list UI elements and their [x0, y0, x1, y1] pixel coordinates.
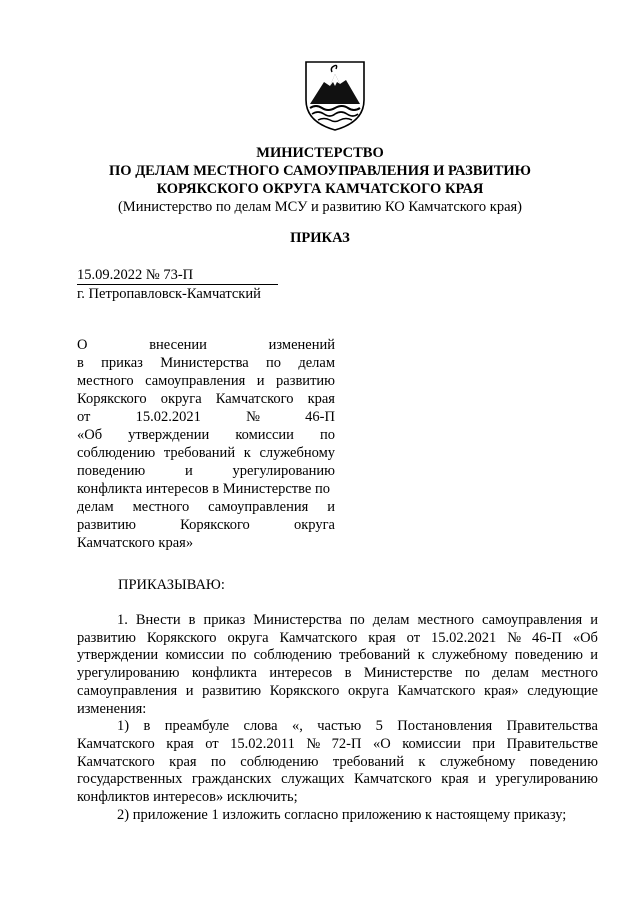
subject-line — [77, 408, 335, 426]
word: Камчатского — [353, 771, 432, 788]
word: «Об — [572, 629, 598, 646]
word: и — [590, 647, 598, 664]
word: № — [306, 735, 321, 752]
word: урегулированию — [495, 771, 598, 788]
subject-line: Камчатского края» — [77, 535, 194, 551]
word: края — [169, 753, 197, 770]
word: развитию — [202, 682, 262, 699]
word: урегулированию — [232, 463, 335, 479]
word: по — [349, 612, 365, 628]
body-line — [77, 665, 598, 683]
word: преамбуле — [164, 718, 230, 735]
word: Камчатского — [77, 735, 155, 752]
subject-line — [77, 516, 335, 534]
word: 15.02.2021 — [135, 409, 201, 425]
word: края — [368, 629, 396, 646]
word: «, — [291, 718, 303, 735]
word: Корякского — [77, 391, 147, 407]
word: Корякского — [269, 682, 340, 699]
subject-line: конфликта интересов в Министерстве по — [77, 481, 330, 497]
word: служебному — [439, 753, 516, 770]
word: края» — [483, 682, 519, 699]
word: О — [77, 337, 88, 353]
word: внесении — [149, 337, 207, 353]
word: комиссии — [165, 647, 225, 664]
word: «О — [372, 735, 391, 752]
word: и — [327, 499, 335, 515]
word: самоуправления — [482, 612, 583, 628]
word: конфликта — [191, 665, 257, 682]
word: и — [184, 463, 193, 479]
order-title: ПРИКАЗ — [290, 230, 350, 246]
word: требований — [332, 753, 405, 770]
word: и — [590, 612, 598, 628]
subject-line — [77, 390, 335, 408]
subject-line — [77, 498, 335, 516]
command-word: ПРИКАЗЫВАЮ: — [118, 577, 225, 593]
order-subject — [77, 336, 335, 552]
body-line — [77, 736, 598, 754]
word: самоуправления — [145, 373, 246, 389]
word: гражданских — [191, 771, 272, 788]
word: и — [256, 373, 265, 389]
word: округа — [160, 391, 202, 407]
word: по — [464, 665, 480, 682]
word: интересов — [269, 665, 333, 682]
body-line — [77, 683, 598, 701]
word: по — [266, 355, 282, 371]
word: 1) — [117, 718, 130, 735]
word: в — [143, 718, 151, 735]
word: Камчатского — [397, 682, 476, 699]
word: развитию — [276, 373, 335, 389]
ministry-header — [70, 144, 570, 216]
word: Министерстве — [363, 665, 453, 682]
word: служебному — [431, 647, 508, 664]
word: комиссии — [235, 427, 294, 443]
word: 1. — [117, 612, 128, 628]
word: края — [307, 391, 335, 407]
word: урегулированию — [77, 665, 180, 682]
word: по — [231, 647, 247, 664]
word: слова — [243, 718, 278, 735]
subject-line — [77, 462, 335, 480]
subject-line — [77, 426, 335, 444]
kamchatka-coat-of-arms-emblem — [304, 60, 366, 132]
word: развитию — [77, 629, 136, 646]
subject-line — [77, 372, 335, 390]
word: Внести — [135, 612, 181, 628]
word: Правительстве — [506, 735, 598, 752]
word: от — [406, 629, 421, 646]
word: 72-П — [331, 735, 362, 752]
word: Министерства — [160, 355, 249, 371]
word: следующие — [527, 682, 598, 699]
word: 5 — [375, 718, 383, 735]
word: края — [166, 735, 194, 752]
word: частью — [317, 718, 362, 735]
body-line — [77, 647, 598, 665]
word: 46-П — [532, 629, 562, 646]
word: от — [77, 409, 91, 425]
word: 46-П — [305, 409, 335, 425]
word: края — [441, 771, 469, 788]
subject-line — [77, 336, 335, 354]
word: местного — [132, 499, 190, 515]
word: комиссии — [402, 735, 461, 752]
word: соблюдению — [253, 647, 332, 664]
word: соблюдению — [240, 753, 319, 770]
word: утверждении — [77, 647, 159, 664]
word: Камчатского — [215, 391, 294, 407]
word: к — [417, 647, 425, 664]
word: местного — [541, 665, 598, 682]
word: самоуправления — [77, 682, 178, 699]
word: к — [418, 753, 426, 770]
word: в — [77, 355, 84, 371]
word: № — [246, 409, 260, 425]
word: округа — [294, 517, 335, 533]
word: округа — [227, 629, 269, 646]
word: самоуправления — [208, 499, 309, 515]
word: делам — [492, 665, 529, 682]
word: и — [185, 682, 194, 699]
body-line — [77, 612, 598, 630]
order-body — [77, 612, 598, 824]
subject-line — [77, 444, 335, 462]
word: соблюдению — [77, 445, 156, 461]
word: государственных — [77, 771, 183, 788]
ministry-name-line-2: ПО ДЕЛАМ МЕСТНОГО САМОУПРАВЛЕНИЯ И РАЗВИТИЮ — [109, 163, 531, 179]
word: делам — [372, 612, 410, 628]
word: Министерства — [253, 612, 342, 628]
word: 15.02.2011 — [230, 735, 295, 752]
word: округа — [347, 682, 389, 699]
order-date-number: 15.09.2022 № 73-П — [77, 266, 278, 285]
word: местного — [77, 373, 134, 389]
word: делам — [298, 355, 335, 371]
body-line: конфликтов интересов» исключить; — [77, 789, 298, 806]
word: Камчатского — [77, 753, 155, 770]
subject-line — [77, 354, 335, 372]
word: поведению — [529, 753, 598, 770]
word: в — [188, 612, 196, 628]
word: требований — [163, 445, 236, 461]
word: делам — [77, 499, 114, 515]
word: служебному — [259, 445, 335, 461]
word: требований — [339, 647, 411, 664]
word: в — [344, 665, 352, 682]
body-line — [77, 630, 598, 648]
word: изменений — [268, 337, 335, 353]
ministry-short-name: (Министерство по делам МСУ и развитию КО Камчатского края) — [117, 199, 523, 215]
ministry-name-line-1: МИНИСТЕРСТВО — [256, 145, 384, 161]
word: Корякского — [180, 517, 250, 533]
body-line — [77, 771, 598, 789]
word: местного — [417, 612, 475, 628]
word: Постановления — [397, 718, 493, 735]
word: приказ — [101, 355, 143, 371]
word: от — [205, 735, 219, 752]
word: Камчатского — [279, 629, 358, 646]
body-line — [77, 718, 598, 736]
body-line — [77, 754, 598, 772]
word: по — [319, 427, 335, 443]
body-line: изменения: — [77, 700, 147, 717]
word: по — [210, 753, 226, 770]
word: при — [472, 735, 496, 752]
word: служащих — [281, 771, 345, 788]
word: Правительства — [506, 718, 598, 735]
order-city: г. Петропавловск-Камчатский — [77, 286, 261, 302]
word: и — [478, 771, 486, 788]
word: утверждении — [128, 427, 210, 443]
word: «Об — [77, 427, 103, 443]
ministry-name-line-3: КОРЯКСКОГО ОКРУГА КАМЧАТСКОГО КРАЯ — [156, 181, 484, 197]
word: к — [243, 445, 251, 461]
body-line: 2) приложение 1 изложить согласно приложению к настоящему приказу; — [117, 806, 567, 823]
word: 15.02.2021 — [431, 629, 497, 646]
word: развитию — [77, 517, 136, 533]
word: Корякского — [146, 629, 217, 646]
word: № — [507, 629, 522, 646]
word: приказ — [203, 612, 246, 628]
word: поведению — [514, 647, 583, 664]
word: поведению — [77, 463, 146, 479]
